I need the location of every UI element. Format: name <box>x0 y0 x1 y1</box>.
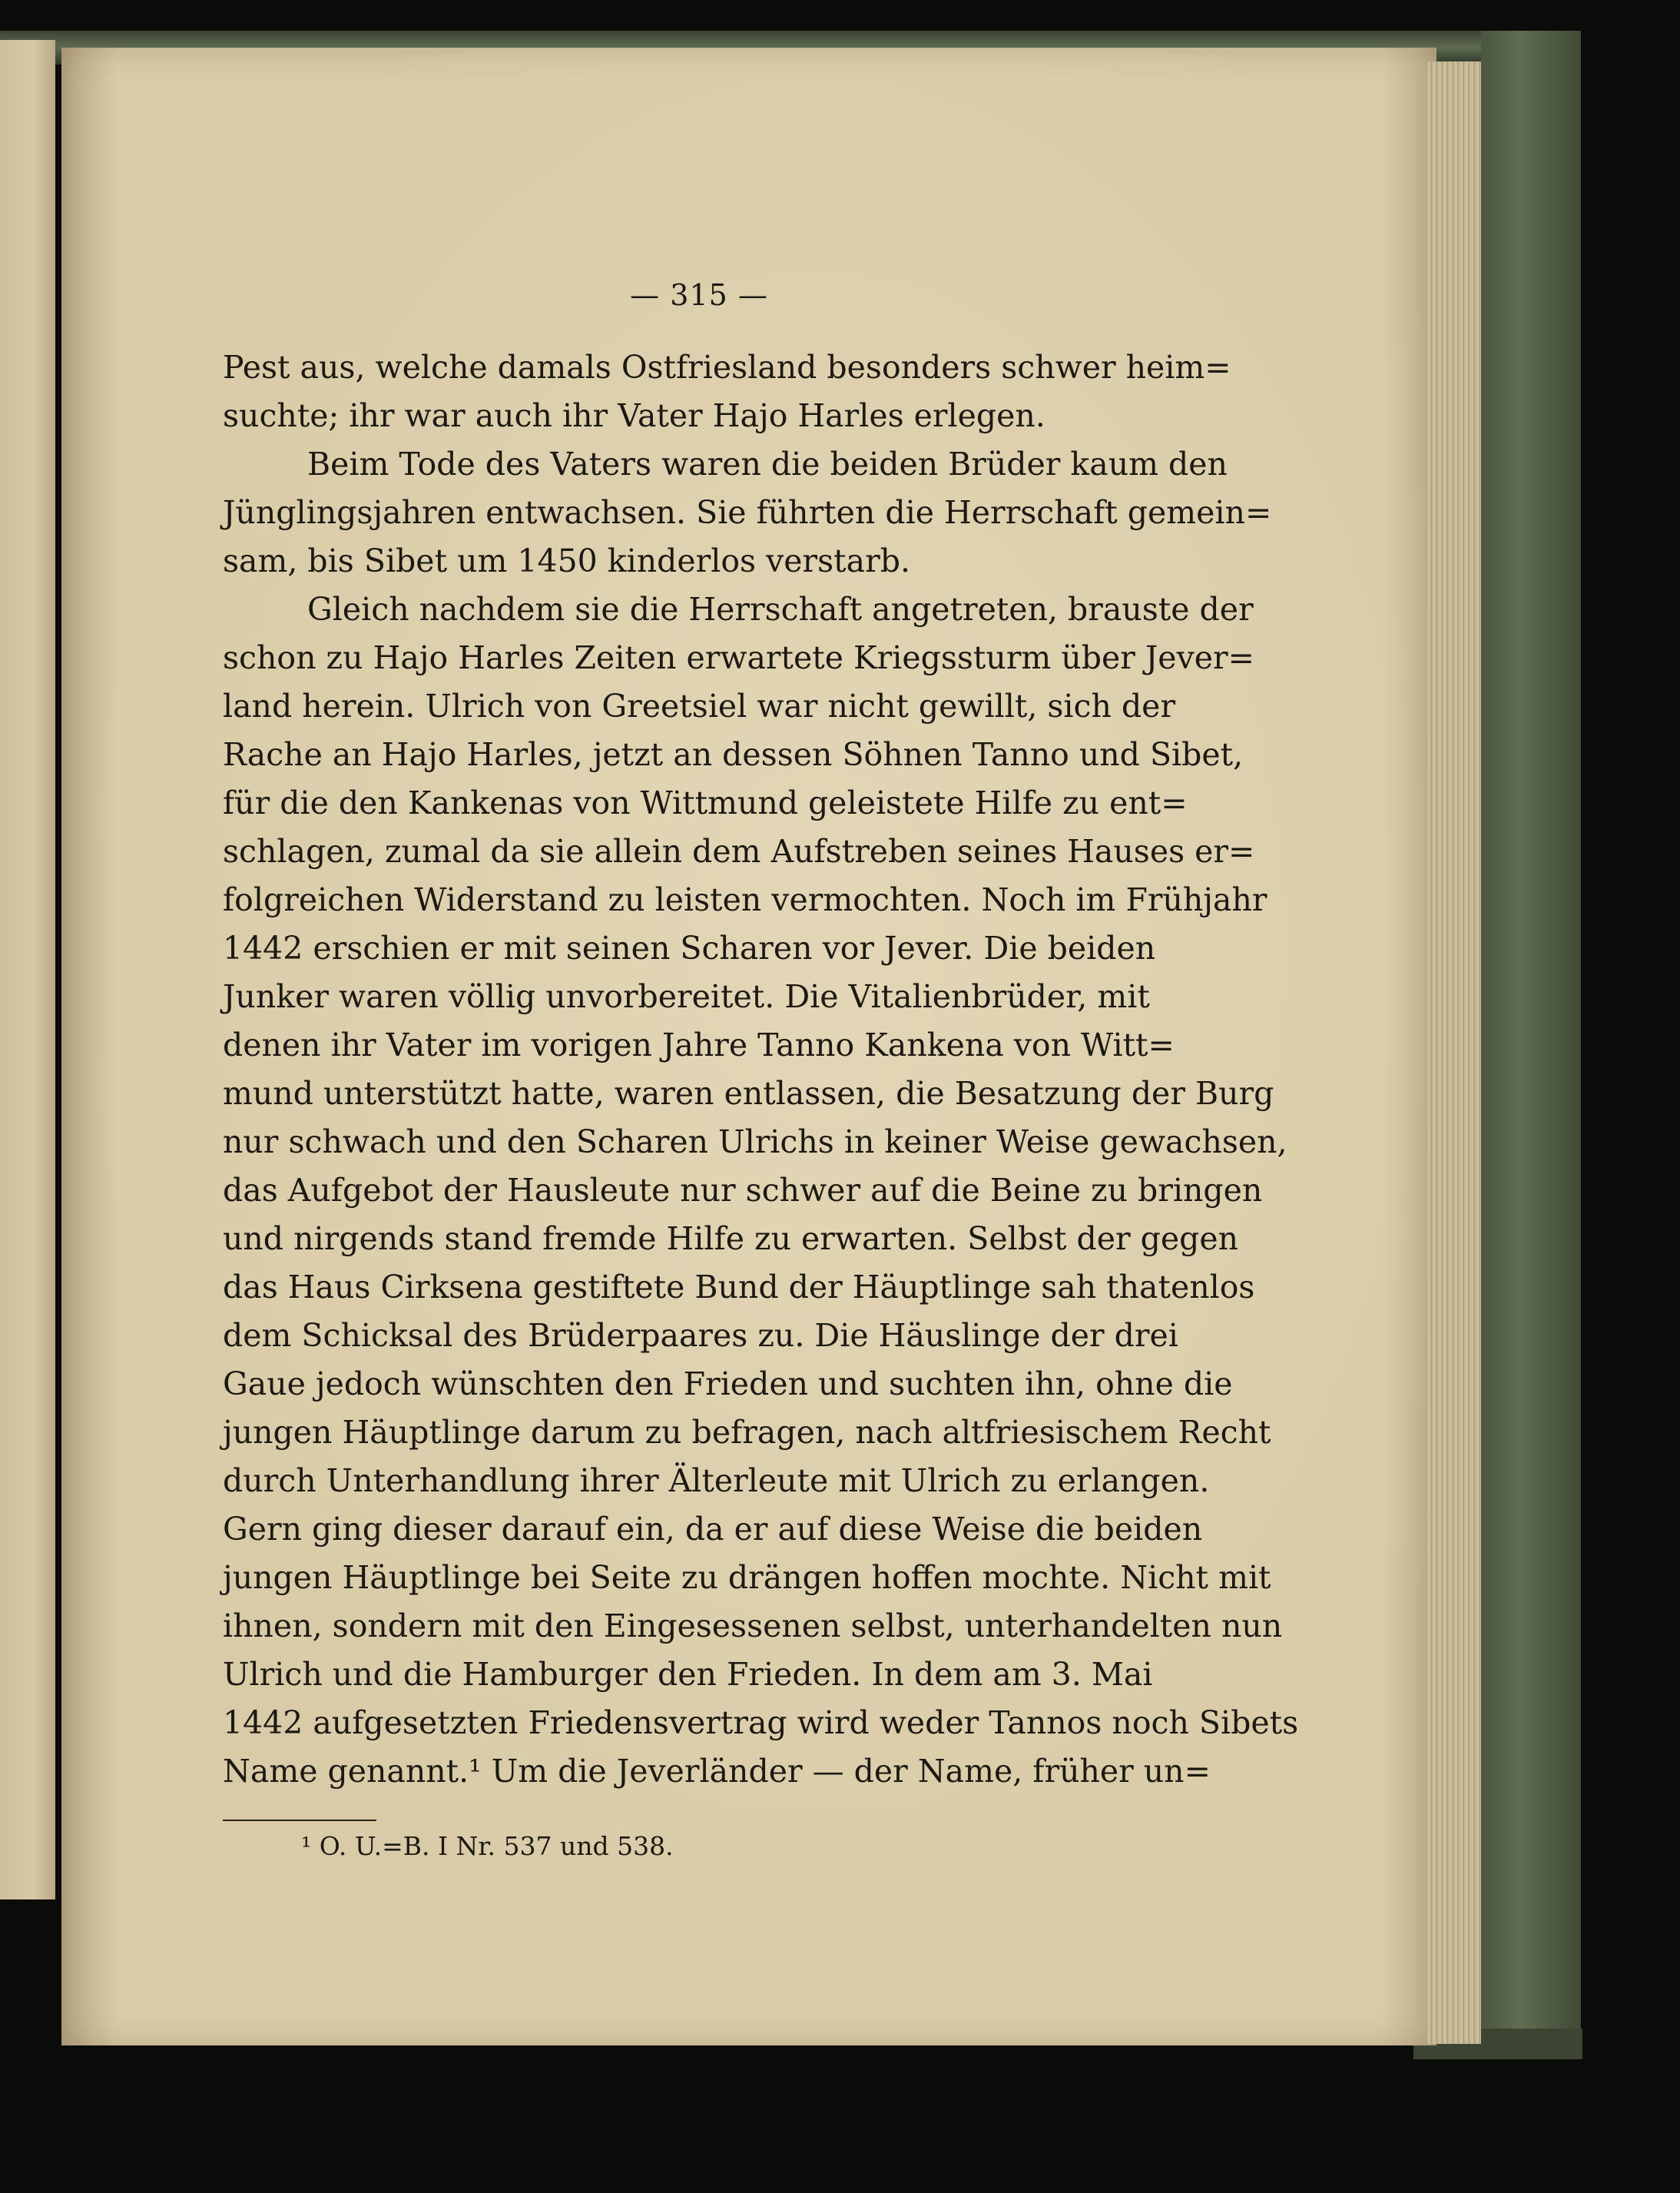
text-line: Ulrich und die Hamburger den Frieden. In dem am 3. Mai <box>223 1656 1153 1693</box>
text-line: suchte; ihr war auch ihr Vater Hajo Harles erlegen. <box>223 397 1045 434</box>
text-line: Jünglingsjahren entwachsen. Sie führten die Herrschaft gemein= <box>223 494 1272 531</box>
text-line: 1442 aufgesetzten Friedensvertrag wird weder Tannos noch Sibets <box>223 1704 1299 1741</box>
page-number: — 315 — <box>630 278 768 312</box>
text-line: durch Unterhandlung ihrer Älterleute mit Ulrich zu erlangen. <box>223 1462 1210 1499</box>
text-line: Gaue jedoch wünschten den Frieden und suchten ihn, ohne die <box>223 1365 1233 1402</box>
text-line: Beim Tode des Vaters waren die beiden Brüder kaum den <box>307 446 1228 483</box>
text-line: folgreichen Widerstand zu leisten vermochten. Noch im Frühjahr <box>223 881 1267 918</box>
text-line: 1442 erschien er mit seinen Scharen vor Jever. Die beiden <box>223 930 1156 967</box>
text-line: Gleich nachdem sie die Herrschaft angetreten, brauste der <box>307 591 1254 628</box>
text-line: für die den Kankenas von Wittmund geleistete Hilfe zu ent= <box>223 785 1188 821</box>
text-line: Rache an Hajo Harles, jetzt an dessen Söhnen Tanno und Sibet, <box>223 736 1244 773</box>
text-line: jungen Häuptlinge darum zu befragen, nach altfriesischem Recht <box>223 1414 1271 1451</box>
text-line: Gern ging dieser darauf ein, da er auf diese Weise die beiden <box>223 1511 1203 1548</box>
footnote: ¹ O. U.=B. I Nr. 537 und 538. <box>301 1831 674 1861</box>
text-line: land herein. Ulrich von Greetsiel war nicht gewillt, sich der <box>223 688 1176 725</box>
text-line: denen ihr Vater im vorigen Jahre Tanno Kankena von Witt= <box>223 1027 1175 1063</box>
text-line: dem Schicksal des Brüderpaares zu. Die Häuslinge der drei <box>223 1317 1178 1354</box>
text-line: Name genannt.¹ Um die Jeverländer — der Name, früher un= <box>223 1753 1211 1790</box>
text-line: ihnen, sondern mit den Eingesessenen selbst, unterhandelten nun <box>223 1607 1283 1644</box>
text-line: schon zu Hajo Harles Zeiten erwartete Kriegssturm über Jever= <box>223 639 1254 676</box>
text-line: jungen Häuptlinge bei Seite zu drängen hoffen mochte. Nicht mit <box>223 1559 1271 1596</box>
text-line: mund unterstützt hatte, waren entlassen, die Besatzung der Burg <box>223 1075 1274 1112</box>
text-line: Junker waren völlig unvorbereitet. Die Vitalienbrüder, mit <box>223 978 1150 1015</box>
footnote-rule <box>223 1820 376 1821</box>
text-line: Pest aus, welche damals Ostfriesland besonders schwer heim= <box>223 349 1231 386</box>
text-line: sam, bis Sibet um 1450 kinderlos verstarb. <box>223 542 910 579</box>
text-line: und nirgends stand fremde Hilfe zu erwarten. Selbst der gegen <box>223 1220 1239 1257</box>
text-line: nur schwach und den Scharen Ulrichs in keiner Weise gewachsen, <box>223 1123 1287 1160</box>
text-line: das Haus Cirksena gestiftete Bund der Häuptlinge sah thatenlos <box>223 1269 1255 1306</box>
text-line: das Aufgebot der Hausleute nur schwer auf die Beine zu bringen <box>223 1172 1263 1209</box>
text-line: schlagen, zumal da sie allein dem Aufstreben seines Hauses er= <box>223 833 1255 870</box>
